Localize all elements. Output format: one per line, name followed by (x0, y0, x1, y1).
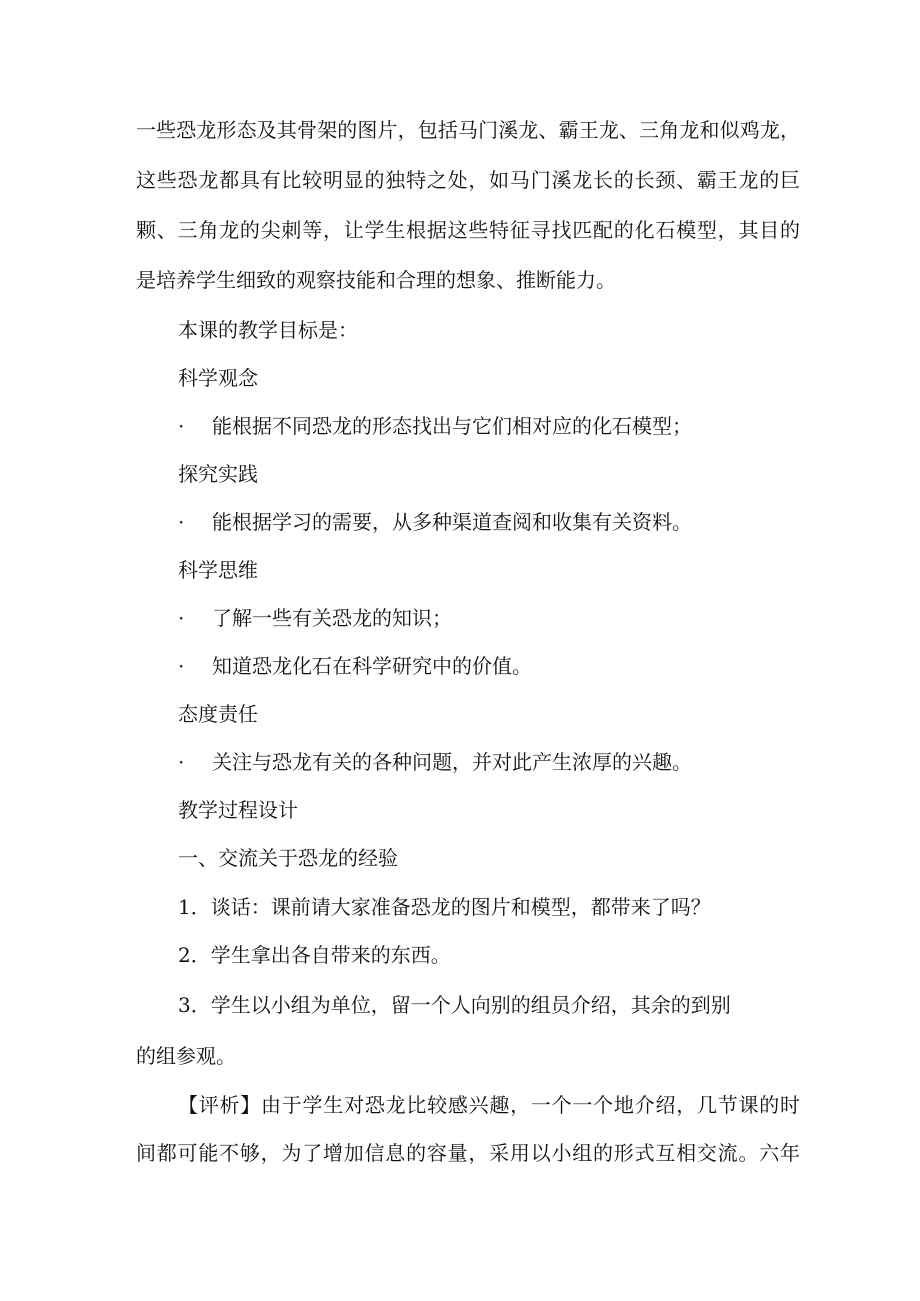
bullet-text: 能根据不同恐龙的形态找出与它们相对应的化石模型； (212, 414, 692, 438)
bullet-icon: · (178, 750, 185, 774)
bullet-icon: · (178, 414, 185, 438)
objectives-heading: 本课的教学目标是： (178, 318, 358, 342)
bullet-icon: · (178, 510, 185, 534)
intro-line-1: 一些恐龙形态及其骨架的图片，包括马门溪龙、霸王龙、三角龙和似鸡龙， (136, 118, 800, 142)
intro-line-4: 是培养学生细致的观察技能和合理的想象、推断能力。 (136, 268, 616, 292)
section-title-science-concept: 科学观念 (178, 366, 258, 390)
bullet-text: 关注与恐龙有关的各种问题，并对此产生浓厚的兴趣。 (212, 750, 692, 774)
section-title-attitude-responsibility: 态度责任 (178, 702, 258, 726)
bullet-item (178, 414, 692, 438)
process-heading: 教学过程设计 (178, 798, 298, 822)
intro-line-2: 这些恐龙都具有比较明显的独特之处，如马门溪龙长的长颈、霸王龙的巨 (136, 168, 800, 192)
bullet-item (178, 510, 692, 534)
bullet-icon: · (178, 606, 185, 630)
bullet-item (178, 750, 692, 774)
intro-line-3: 颗、三角龙的尖刺等，让学生根据这些特征寻找匹配的化石模型，其目的 (136, 218, 800, 242)
bullet-icon: · (178, 654, 185, 678)
section-title-inquiry-practice: 探究实践 (178, 462, 258, 486)
step-1: 1．谈话：课前请大家准备恐龙的图片和模型，都带来了吗？ (178, 895, 711, 919)
comment-line-2: 间都可能不够，为了增加信息的容量，采用以小组的形式互相交流。六年 (136, 1141, 800, 1165)
step-3-continuation: 的组参观。 (136, 1044, 236, 1068)
step-3: 3．学生以小组为单位，留一个人向别的组员介绍，其余的到别 (178, 993, 731, 1017)
section-title-science-thinking: 科学思维 (178, 558, 258, 582)
bullet-text: 能根据学习的需要，从多种渠道查阅和收集有关资料。 (212, 510, 692, 534)
part-one-heading: 一、交流关于恐龙的经验 (178, 846, 398, 870)
comment-line-1: 【评析】由于学生对恐龙比较感兴趣，一个一个地介绍，几节课的时 (178, 1093, 800, 1117)
bullet-text: 知道恐龙化石在科学研究中的价值。 (212, 654, 532, 678)
bullet-item (178, 654, 532, 678)
bullet-item (178, 606, 452, 630)
bullet-text: 了解一些有关恐龙的知识； (212, 606, 452, 630)
step-2: 2．学生拿出各自带来的东西。 (178, 943, 451, 967)
